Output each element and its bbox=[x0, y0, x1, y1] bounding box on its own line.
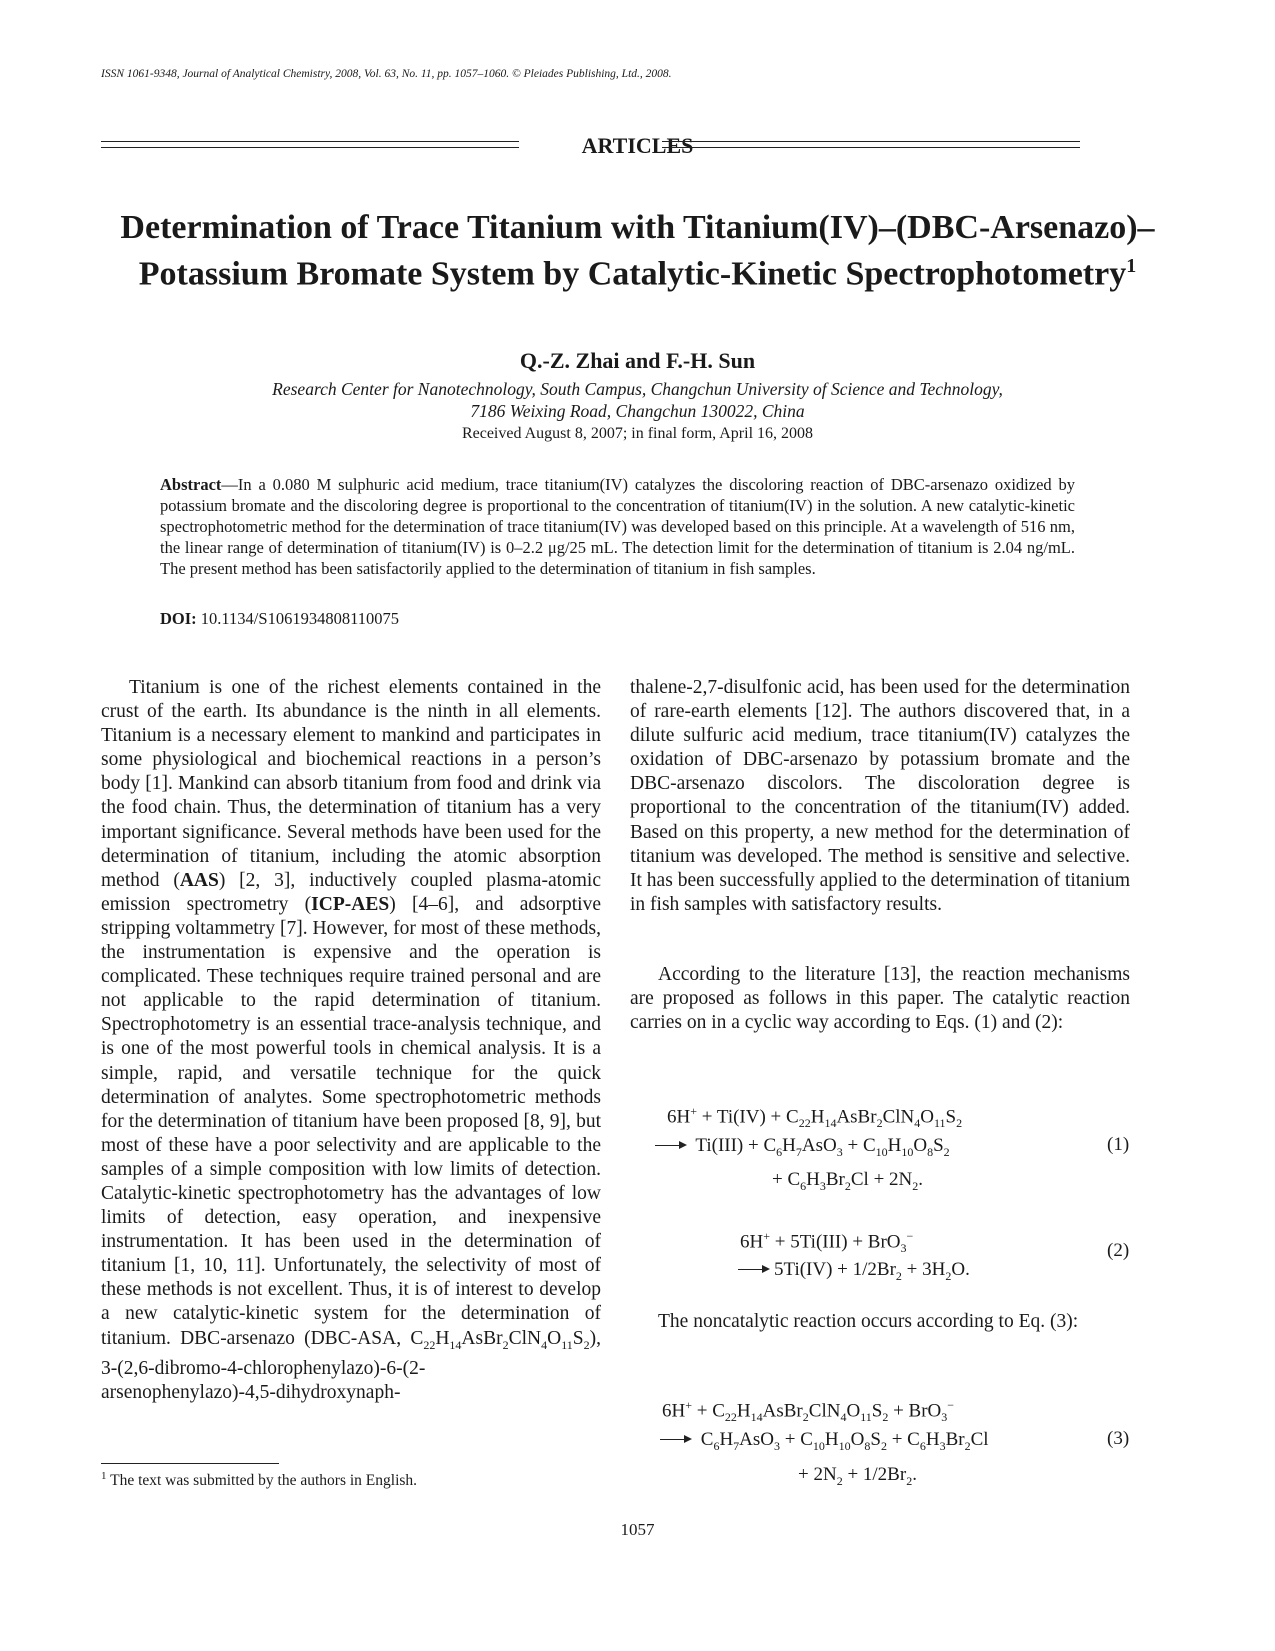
left-text-b: ) [2, 3], inductively coupled plasma-atomic emission spectrometry ( bbox=[101, 869, 602, 915]
equation-3-number: (3) bbox=[1107, 1428, 1130, 1449]
right-paragraph-2: According to the literature [13], the reaction mechanisms are proposed as follows in this paper. The catalytic reaction carries on in a cyclic way according to Eqs. (1) and (2): bbox=[630, 964, 1130, 1034]
abbr-icp-aes: ICP-AES bbox=[311, 893, 390, 915]
page-number: 1057 bbox=[620, 1520, 655, 1539]
journal-citation: ISSN 1061-9348, Journal of Analytical Chemistry, 2008, Vol. 63, No. 11, pp. 1057–1060. © Pleiades Publishing, Ltd., 2008. bbox=[101, 68, 672, 80]
left-column bbox=[101, 676, 601, 1405]
right-paragraph-3: The noncatalytic reaction occurs according to Eq. (3): bbox=[658, 1311, 1079, 1332]
section-rule-right bbox=[662, 141, 1080, 148]
left-text-d: ), 3-(2,6-dibromo-4-chlorophenylazo)-6-(2- arsenophenylazo)-4,5-dihydroxynaph- bbox=[101, 1327, 601, 1403]
received-dates: Received August 8, 2007; in final form, April 16, 2008 bbox=[461, 425, 814, 442]
equation-3-line-1: $6H^+ + C_{22}H_{14}AsBr_2ClN_4O_{11}S_2 + BrO_3^-$ bbox=[662, 1398, 955, 1425]
reaction-arrow-icon bbox=[660, 1439, 690, 1440]
left-text-a: Titanium is one of the richest elements contained in the crust of the earth. Its abundance is the ninth in all elements. Titanium is a necessary element to mankind and participates in some physiological and biochemical reactions in a person’s body [1]. Mankind can absorb titanium from food and drink via the food chain. Thus, the determination of titanium has a very important significance. Several methods have been used for the determination of titanium, including the atomic absorption method ( bbox=[101, 677, 601, 891]
abbr-aas: AAS bbox=[179, 869, 219, 891]
article-title-text: Determination of Trace Titanium with Titanium(IV)–(DBC-Arsenazo)–Potassium Bromate System by Catalytic-Kinetic Spectrophotometry bbox=[120, 209, 1155, 293]
reaction-arrow-icon bbox=[655, 1145, 685, 1146]
abstract bbox=[160, 474, 1075, 579]
left-text-c: ) [4–6], and adsorptive stripping voltammetry [7]. However, for most of these methods, the instrumentation is expensive and the operation is complicated. These techniques require trained personal and are not applicable to the rapid determination of titanium. Spectrophotometry is an essential trace-analysis technique, and is one of the most powerful tools in chemical analysis. It is a simple, rapid, and versatile technique for the quick determination of analytes. Some spectrophotometric methods for the determination of titanium have been proposed [8, 9], but most of these have a poor selectivity and are applicable to the samples of a simple composition with low limits of detection. Catalytic-kinetic spectrophotometry has the advantages of low limits of detection, easy operation, and inexpensive instrumentation. It has been used in the determination of titanium [1, 10, 11]. Unfortunately, the selectivity of most of these methods is not excellent. Thus, it is of interest to develop a new catalytic-kinetic system for the determination of titanium. DBC-arsenazo (DBC-ASA, bbox=[101, 893, 601, 1349]
doi bbox=[160, 609, 399, 629]
affiliation-line-1: Research Center for Nanotechnology, South Campus, Changchun University of Science and Technology, bbox=[272, 379, 1003, 399]
doi-label: DOI: bbox=[160, 609, 197, 628]
equation-3-line-3: + $2N_2 + 1/2Br_2$. bbox=[798, 1464, 917, 1488]
footnote-mark: 1 bbox=[101, 1470, 107, 1482]
equation-1-number: (1) bbox=[1107, 1134, 1130, 1155]
abstract-label: Abstract bbox=[160, 475, 222, 494]
title-footnote-mark: 1 bbox=[1126, 255, 1137, 277]
doi-value: 10.1134/S1061934808110075 bbox=[200, 609, 399, 628]
right-paragraph-1: thalene-2,7-disulfonic acid, has been used for the determination of rare-earth elements [12]. The authors discovered that, in a dilute sulfuric acid medium, trace titanium(IV) catalyzes the oxidation of DBC-arsenazo by potassium bromate and the DBC-arsenazo discolors. The discoloration degree is proportional to the concentration of the titanium(IV) added. Based on this property, a new method for the determination of titanium was developed. The method is sensitive and selective. It has been successfully applied to the determination of titanium in fish samples with satisfactory results. bbox=[630, 677, 1130, 915]
footnote bbox=[101, 1470, 417, 1490]
reaction-arrow-icon bbox=[738, 1269, 768, 1270]
equation-3-line-2: $C_6H_7AsO_3 + C_{10}H_{10}O_8S_2 + C_6H_3Br_2Cl$ bbox=[660, 1428, 989, 1458]
equation-2-number: (2) bbox=[1107, 1240, 1130, 1261]
left-paragraph bbox=[101, 676, 601, 1405]
equation-1-line-1: $6H^+ + Ti(IV) + C_{22}H_{14}AsBr_2ClN_4O_{11}S_2$ bbox=[667, 1104, 963, 1131]
footnote-rule bbox=[101, 1463, 279, 1464]
authors: Q.-Z. Zhai and F.-H. Sun bbox=[519, 348, 756, 373]
footnote-text: The text was submitted by the authors in English. bbox=[106, 1472, 418, 1490]
equation-1-line-3: + $C_6H_3Br_2Cl + 2N_2$. bbox=[772, 1169, 924, 1193]
abstract-text: —In a 0.080 M sulphuric acid medium, trace titanium(IV) catalyzes the discoloring reaction of DBC-arsenazo oxidized by potassium bromate and the discoloring degree is proportional to the concentration of titanium(IV) in the solution. A new catalytic-kinetic spectrophotometric method for the determination of trace titanium(IV) was developed based on this principle. At a wavelength of 516 nm, the linear range of determination of titanium(IV) is 0–2.2 μg/25 mL. The detection limit for the determination of titanium is 2.04 ng/mL. The present method has been satisfactorily applied to the determination of titanium in fish samples. bbox=[160, 475, 1075, 578]
affiliation-line-2: 7186 Weixing Road, Changchun 130022, China bbox=[470, 401, 805, 421]
section-title: ARTICLES bbox=[581, 133, 694, 158]
article-title bbox=[120, 208, 1155, 293]
affiliation bbox=[140, 378, 1135, 422]
dbc-formula: $C_{22}H_{14}AsBr_2ClN_4O_{11}S_2$ bbox=[410, 1327, 590, 1352]
equation-1-line-2: $Ti(III) + C_6H_7AsO_3 + C_{10}H_{10}O_8S_2$ bbox=[655, 1134, 950, 1164]
equation-2-line-2: $5Ti(IV) + 1/2Br_2 + 3H_2O$. bbox=[738, 1258, 970, 1288]
equation-2-line-1: 6H+ + 5Ti(III) + BrO$_3$− bbox=[740, 1229, 914, 1256]
